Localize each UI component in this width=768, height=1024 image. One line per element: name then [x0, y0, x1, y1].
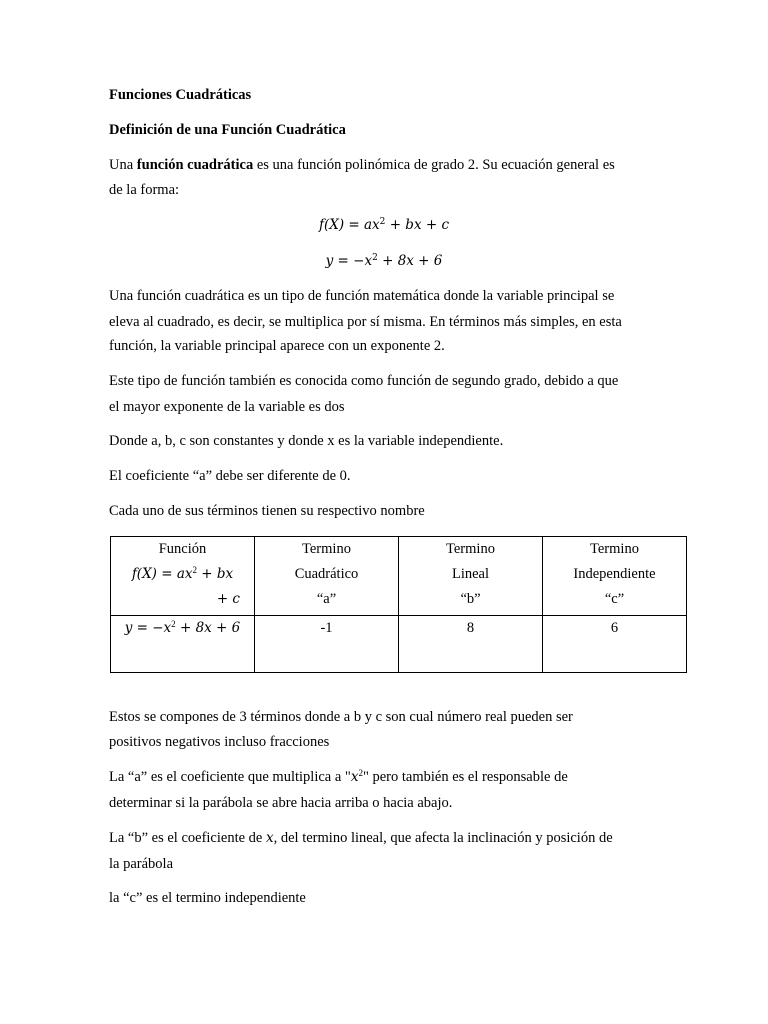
paragraph-2-line-2: el mayor exponente de la variable es dos: [109, 399, 345, 415]
row-cell-c: 6: [543, 616, 687, 673]
paragraph-7-math: x: [350, 769, 359, 785]
row-cell-a: -1: [255, 616, 399, 673]
paragraph-7-suffix: " pero también es el responsable de: [362, 769, 568, 785]
row-cell-function: [111, 616, 255, 673]
terms-table: [110, 536, 687, 673]
paragraph-7-line-2: determinar si la parábola se abre hacia arriba o hacia abajo.: [109, 795, 453, 811]
row-formula-part-b: + 8x + 6: [175, 620, 241, 636]
header-formula-part-b: + bx: [197, 566, 234, 582]
row-formula-part-a: y = −x: [124, 620, 172, 636]
header-formula-part-a: f(X) = ax: [131, 566, 193, 582]
example-equation: [0, 252, 768, 270]
row-formula-exponent: 2: [171, 619, 176, 629]
header-function-formula: [111, 562, 254, 587]
paragraph-8-prefix: La “b” es el coeficiente de: [109, 830, 266, 846]
paragraph-7-line-1: [109, 768, 568, 786]
general-equation-exponent: 2: [379, 217, 386, 227]
header-quadratic-line-2: Cuadrático: [294, 566, 359, 582]
example-equation-lhs: y = −x: [325, 253, 373, 269]
general-equation-lhs: f(X) = ax: [318, 217, 380, 233]
table-row: [111, 616, 687, 673]
header-formula-part-c: + c: [216, 591, 240, 607]
intro-line-2: de la forma:: [109, 182, 180, 198]
header-independent-line-2: Independiente: [573, 566, 656, 582]
header-independent-line-1: Termino: [590, 541, 639, 557]
table-header-row: [111, 537, 687, 616]
paragraph-7-exponent: 2: [358, 768, 363, 778]
header-independent-line-3: “c”: [604, 591, 625, 607]
intro-line-1: [109, 156, 615, 174]
paragraph-9: la “c” es el termino independiente: [109, 890, 306, 906]
paragraph-7-prefix: La “a” es el coeficiente que multiplica a ": [109, 769, 351, 785]
paragraph-3: Donde a, b, c son constantes y donde x es la variable independiente.: [109, 433, 504, 449]
header-quadratic-line-1: Termino: [302, 541, 351, 557]
header-quadratic-line-3: “a”: [316, 591, 337, 607]
general-equation: [0, 216, 768, 234]
header-cell-quadratic: [255, 537, 399, 616]
example-equation-rest: + 8x + 6: [377, 253, 443, 269]
header-linear-line-3: “b”: [460, 591, 481, 607]
intro-term: función cuadrática: [136, 157, 254, 173]
header-formula-exponent: 2: [192, 565, 198, 575]
header-cell-function: [111, 537, 255, 616]
paragraph-1-line-2: eleva al cuadrado, es decir, se multiplica por sí misma. En términos más simples, en esta: [109, 314, 622, 330]
header-linear-line-2: Lineal: [451, 566, 490, 582]
header-cell-linear: [399, 537, 543, 616]
paragraph-4: El coeficiente “a” debe ser diferente de 0.: [109, 468, 351, 484]
paragraph-1-line-3: función, la variable principal aparece con un exponente 2.: [109, 338, 445, 354]
document-title: Funciones Cuadráticas: [109, 87, 252, 103]
paragraph-8-math: x: [266, 830, 274, 846]
paragraph-6-line-2: positivos negativos incluso fracciones: [109, 734, 330, 750]
paragraph-5: Cada uno de sus términos tienen su respectivo nombre: [109, 503, 425, 519]
header-function-label: Función: [158, 541, 207, 557]
example-equation-exponent: 2: [372, 253, 378, 263]
paragraph-6-line-1: Estos se compones de 3 términos donde a b y c son cual número real pueden ser: [109, 709, 573, 725]
paragraph-8-line-2: la parábola: [109, 856, 174, 872]
paragraph-8-line-1: [109, 829, 613, 847]
intro-prefix: Una: [109, 157, 137, 173]
header-cell-independent: [543, 537, 687, 616]
paragraph-1-line-1: Una función cuadrática es un tipo de función matemática donde la variable principal se: [109, 288, 615, 304]
row-cell-b: 8: [399, 616, 543, 673]
paragraph-2-line-1: Este tipo de función también es conocida como función de segundo grado, debido a que: [109, 373, 619, 389]
paragraph-8-suffix: , del termino lineal, que afecta la inclinación y posición de: [273, 830, 613, 846]
general-equation-rest: + bx + c: [385, 217, 450, 233]
section-heading: Definición de una Función Cuadrática: [109, 122, 346, 138]
header-linear-line-1: Termino: [446, 541, 495, 557]
intro-suffix: es una función polinómica de grado 2. Su ecuación general es: [253, 157, 615, 173]
